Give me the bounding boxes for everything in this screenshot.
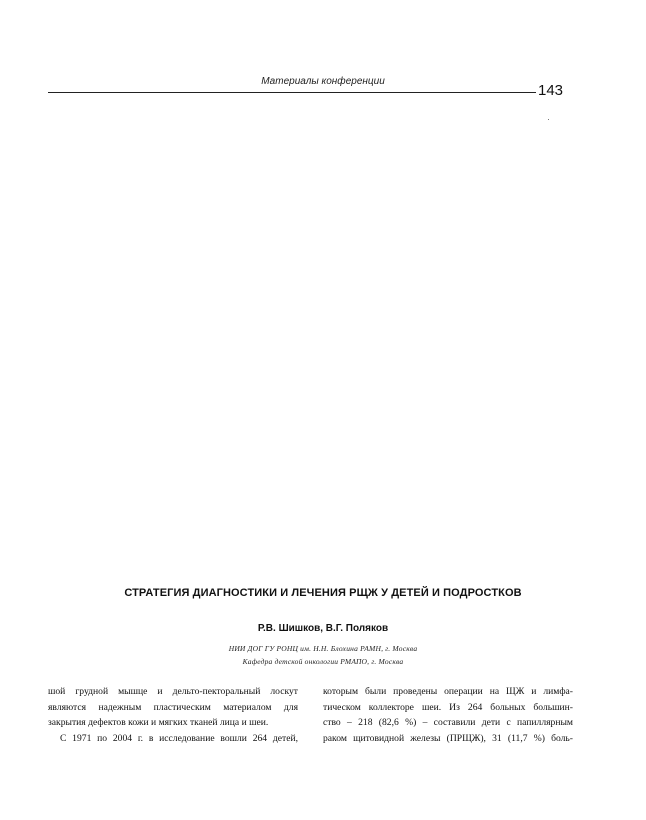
affiliation-2: Кафедра детской онкологии РМАПО, г. Москва <box>242 657 404 666</box>
text-line: ство – 218 (82,6 %) – составили дети с папиллярным <box>323 717 573 729</box>
text-line: являются надежным пластическим материалом для <box>48 701 298 713</box>
text-line: С 1971 по 2004 г. в исследование вошли 264 детей, <box>60 732 298 744</box>
text-line: которым были проведены операции на ЩЖ и лимфа- <box>323 686 573 697</box>
page-number: 143 <box>538 82 564 99</box>
text-line: тическом коллекторе шеи. Из 264 больных большин- <box>323 701 573 713</box>
running-head: Материалы конференции <box>261 76 385 87</box>
left-column <box>48 684 298 746</box>
article-title: СТРАТЕГИЯ ДИАГНОСТИКИ И ЛЕЧЕНИЯ РЩЖ У ДЕТЕЙ И ПОДРОСТКОВ <box>124 587 522 599</box>
text-line: закрытия дефектов кожи и мягких тканей лица и шеи. <box>48 717 269 729</box>
article-authors: Р.В. Шишков, В.Г. Поляков <box>257 623 389 634</box>
affiliation-1: НИИ ДОГ ГУ РОНЦ им. Н.Н. Блохина РАМН, г. Москва <box>228 644 418 653</box>
text-line: шой грудной мышце и дельто-пекторальный лоскут <box>48 686 298 697</box>
right-column <box>323 684 573 746</box>
header-rule <box>48 92 536 93</box>
text-line: раком щитовидной железы (ПРЩЖ), 31 (11,7 %) боль- <box>323 732 573 744</box>
scan-speck <box>548 119 549 120</box>
